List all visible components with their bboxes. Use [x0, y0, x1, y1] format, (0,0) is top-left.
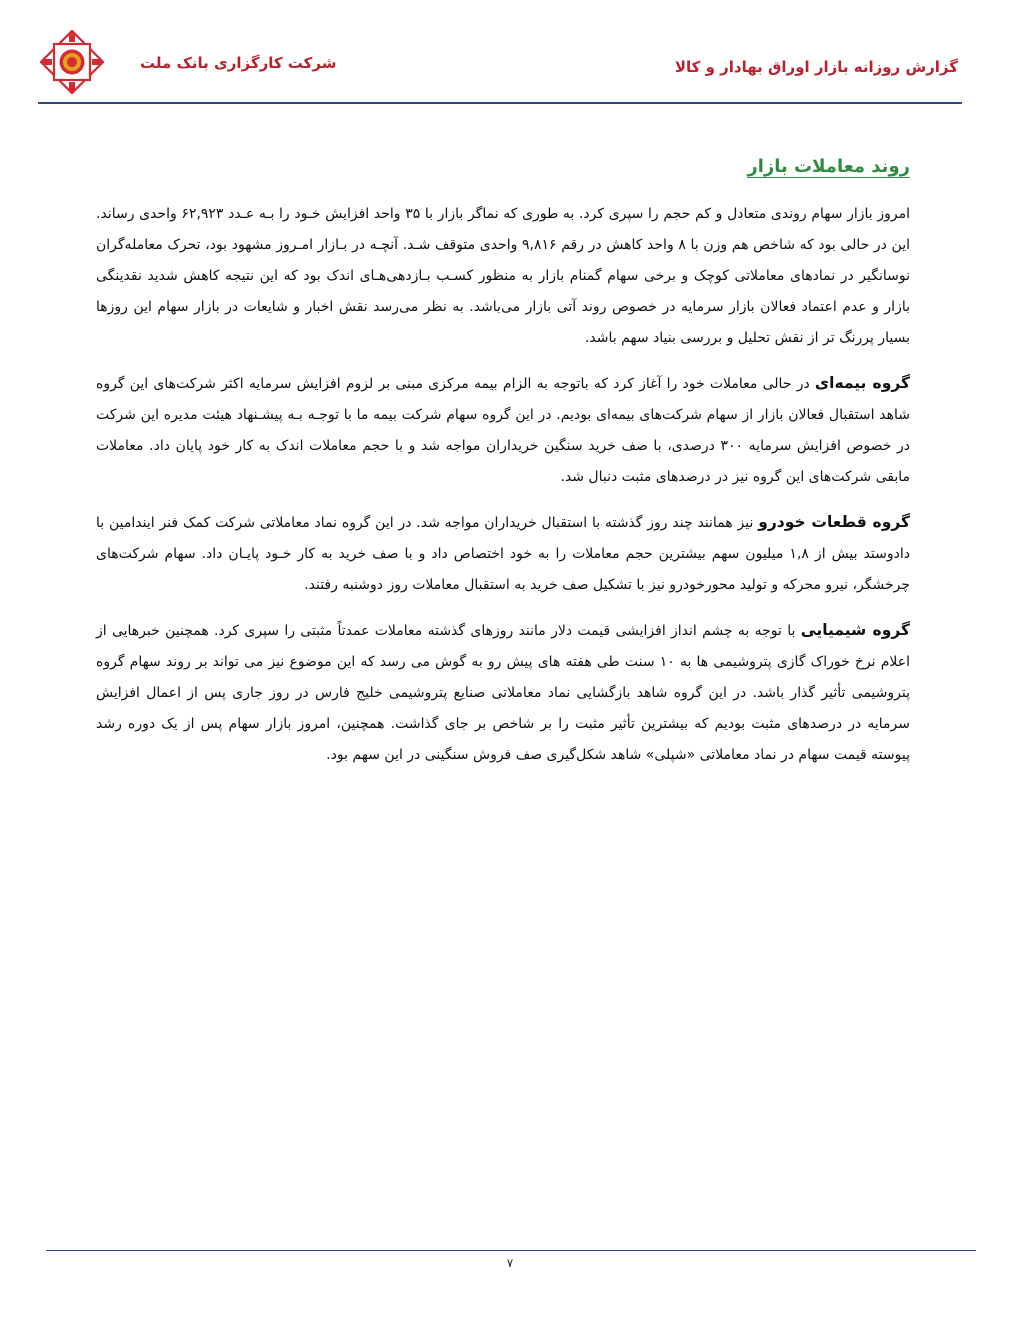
paragraph-auto-parts-group	[96, 507, 910, 601]
report-title: گزارش روزانه بازار اوراق بهادار و کالا	[674, 58, 958, 76]
group-name-insurance: گروه بیمه‌ای	[814, 374, 910, 392]
paragraph-chemical-group	[96, 615, 910, 771]
page-header	[0, 0, 1020, 110]
paragraph-market-overview	[96, 199, 910, 354]
paragraph-text: نیز همانند چند روز گذشته با استقبال خریداران مواجه شد. در این گروه نماد معاملاتی شرکت کمک فنر ایندامین با دادوستد بیش از ۱,۸ میلیون سهم بیشترین حجم معاملات را به خود اختصاص داد و با صف خرید به کار خـود پایـان داد. سهام شرکت‌های چرخشگر، نیرو محرکه و تولید محورخودرو نیز با تشکیل صف خرید به استقبال معاملات روز دوشنبه رفتند.	[96, 515, 910, 593]
header-divider	[38, 102, 962, 104]
group-name-chemical: گروه شیمیایی	[800, 621, 910, 639]
paragraph-text: در حالی معاملات خود را آغاز کرد که باتوجه به الزام بیمه مرکزی مبنی بر لزوم افزایش سرمایه اکثر شرکت‌های این گروه شاهد استقبال فعالان بازار از سهام شرکت‌های بیمه‌ای بودیم. در این گروه سهام شرکت بیمه ما با توجـه بـه پیشـنهاد هیئت مدیره این شرکت در خصوص افزایش سرمایه ۳۰۰ درصدی، با صف خرید سنگین خریداران مواجه شد و با حجم معاملات اندک به کار خود پایان داد. معاملات مابقی شرکت‌های این گروه نیز در درصدهای مثبت دنبال شد.	[96, 376, 910, 485]
paragraph-text: با توجه به چشم انداز افزایشی قیمت دلار مانند روزهای گذشته معاملات عمدتاً مثبتی را سپری کرد. همچنین خبرهایی از اعلام نرخ خوراک گازی پتروشیمی ها به ۱۰ سنت طی هفته های پیش رو به گوش می رسد که این موضوع نیز می تواند بر روند سهام گروه پتروشیمی تأثیر گذار باشد. در این گروه شاهد بازگشایی نماد معاملاتی صنایع پتروشیمی خلیج فارس در روز جاری پس از اعمال افزایش سرمایه در درصدهای مثبت بودیم که بیشترین تأثیر مثبت را بر شاخص بر جای گذاشت. همچنین، امروز بازار سهام پس از یک دوره رشد پیوسته قیمت سهام در نماد معاملاتی «شپلی» شاهد شکل‌گیری صف فروش سنگینی در این سهم بود.	[96, 623, 910, 763]
bank-mellat-logo-icon	[40, 30, 104, 94]
section-title: روند معاملات بازار	[747, 156, 910, 177]
company-name: شرکت کارگزاری بانک ملت	[140, 54, 337, 72]
page-number: ۷	[506, 1256, 514, 1270]
paragraph-text: امروز بازار سهام روندی متعادل و کم حجم را سپری کرد. به طوری که نماگر بازار با ۳۵ واحد افزایش خـود را بـه عـدد ۶۲,۹۲۳ واحدی رساند. این در حالی بود که شاخص هم وزن با ۸ واحد کاهش در رقم ۹,۸۱۶ واحدی متوقف شـد. آنچـه در بـازار امـروز مشهود بود، تحرک معامله‌گران نوسانگیر در نمادهای معاملاتی کوچک و برخی سهام گمنام بازار به منظور کسـب بـازدهی‌هـای اندک بود که این نتیجه کاهش شدید نقدینگی بازار و عدم اعتماد فعالان بازار سرمایه در خصوص روند آتی بازار می‌باشد. به نظر می‌رسد نقش اخبار و شایعات در بازار سهام این روزها بسیار پررنگ تر از نقش تحلیل و بررسی بنیاد سهم باشد.	[96, 206, 910, 346]
group-name-auto-parts: گروه قطعات خودرو	[758, 513, 910, 531]
footer-divider	[46, 1250, 976, 1251]
report-body	[96, 150, 910, 785]
paragraph-insurance-group	[96, 368, 910, 493]
